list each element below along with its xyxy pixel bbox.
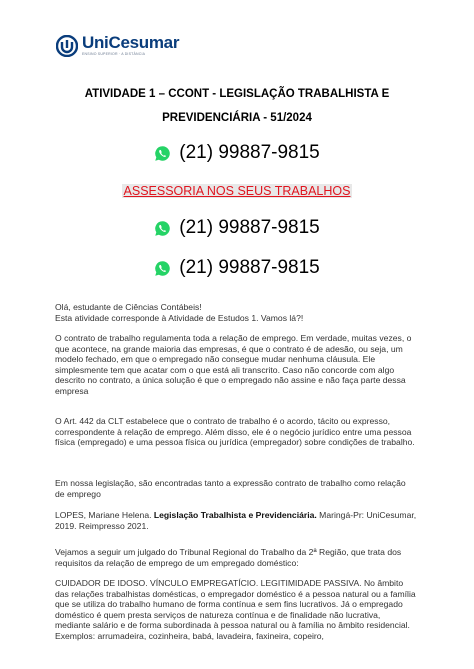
greeting-text bbox=[55, 302, 417, 323]
assessoria-banner bbox=[0, 182, 474, 200]
unicesumar-logo bbox=[56, 34, 179, 57]
whatsapp-icon bbox=[154, 260, 171, 277]
phone-number: (21) 99887-9815 bbox=[179, 217, 320, 238]
banner-text: ASSESSORIA NOS SEUS TRABALHOS bbox=[123, 184, 351, 198]
contact-phone-1[interactable] bbox=[0, 142, 474, 164]
contact-phone-3[interactable] bbox=[0, 257, 474, 279]
phone-number: (21) 99887-9815 bbox=[179, 257, 320, 278]
phone-number: (21) 99887-9815 bbox=[179, 142, 320, 163]
unicesumar-logo-icon bbox=[56, 35, 78, 57]
greeting-line: Olá, estudante de Ciências Contábeis! bbox=[55, 302, 202, 312]
paragraph-4: Vejamos a seguir um julgado do Tribunal Regional do Trabalho da 2ª Região, que trata dos requisitos da relação de emprego de um empregado doméstico: bbox=[55, 547, 402, 568]
reference-publisher: Maringá-Pr: UniCesumar, 2019. Reimpresso 2021. bbox=[55, 510, 417, 531]
document-title-line1: ATIVIDADE 1 – CCONT - LEGISLAÇÃO TRABALHISTA E bbox=[84, 88, 390, 100]
reference-title: Legislação Trabalhista e Previdenciária. bbox=[153, 510, 317, 520]
brand-tagline: ENSINO SUPERIOR · A DISTÂNCIA bbox=[82, 52, 146, 56]
paragraph-3: Em nossa legislação, são encontradas tanto a expressão contrato de trabalho como relação de emprego bbox=[55, 478, 406, 499]
reference-citation bbox=[55, 510, 417, 531]
paragraph-1: O contrato de trabalho regulamenta toda a relação de emprego. Em verdade, muitas vezes, o que acontece, na grande maioria das empresas, é que o contrato é de adesão, ou seja, um modelo fechado, em que o empregado não consegue mudar nenhuma cláusula. Ele simplesmente tem que acatar com o que está ali transcrito. Caso não concorde com algo descrito no contrato, a única solução é que o empregado não assine e não faça parte dessa empresa bbox=[55, 333, 412, 396]
whatsapp-icon bbox=[154, 145, 171, 162]
paragraph-2: O Art. 442 da CLT estabelece que o contrato de trabalho é o acordo, tácito ou expresso, correspondente à relação de emprego. Além disso, ele é o negócio jurídico entre uma pessoa física (empregado) e uma pessoa física ou jurídica (empregador) sobre condições de trabalho. bbox=[55, 416, 415, 448]
brand-name: UniCesumar bbox=[82, 33, 180, 52]
reference-author: LOPES, Mariane Helena. bbox=[55, 510, 152, 520]
whatsapp-icon bbox=[154, 220, 171, 237]
intro-line: Esta atividade corresponde à Atividade de Estudos 1. Vamos lá?! bbox=[55, 312, 304, 323]
document-title-line2: PREVIDENCIÁRIA - 51/2024 bbox=[162, 112, 312, 124]
contact-phone-2[interactable] bbox=[0, 217, 474, 239]
paragraph-5: CUIDADOR DE IDOSO. VÍNCULO EMPREGATÍCIO. LEGITIMIDADE PASSIVA. No âmbito das relações trabalhistas domésticas, o empregador doméstico é a pessoa natural ou a família que se utiliza do trabalho humano de forma contínua e sem fins lucrativos. Já o empregado doméstico é quem presta serviços de natureza contínua e de finalidade não lucrativa, mediante salário e de forma subordinada à pessoa natural ou à família no âmbito residencial. Exemplos: arrumadeira, cozinheira, babá, lavadeira, faxineira, copeiro, bbox=[55, 578, 416, 641]
